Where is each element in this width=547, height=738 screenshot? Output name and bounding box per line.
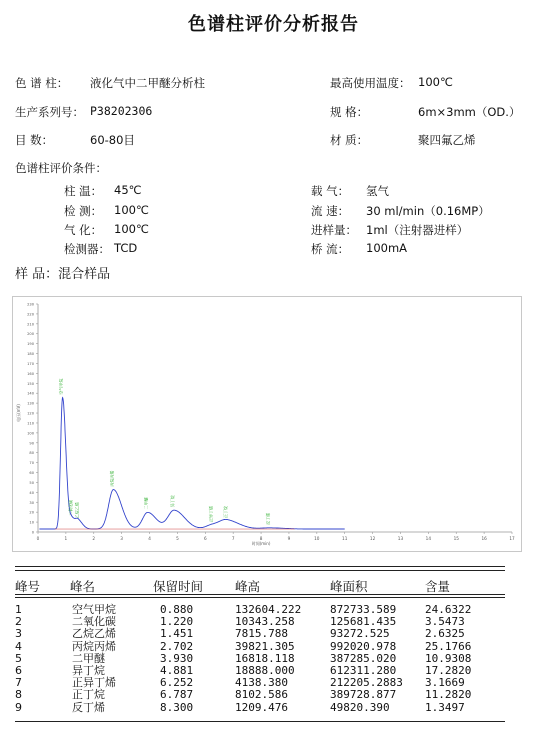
table-cell: 17.2820 [425,664,472,677]
table-cell: 25.1766 [425,639,472,653]
table-cell: 反丁烯 [72,700,105,714]
spec-value: 6m×3mm（OD.） [418,105,521,119]
y-tick-label: 100 [27,431,34,436]
peak-label: 二氧化碳 [68,499,74,516]
table-cell: 正丁烷 [72,688,105,702]
peak-label: 乙烷乙烯 [74,502,80,519]
x-tick-label: 2 [92,536,96,541]
x-tick-label: 8 [259,536,263,541]
table-cell: 49820.390 [330,700,390,714]
x-tick-label: 7 [231,536,235,541]
peak-label: 正丁烷 [223,505,229,518]
chromatogram-chart [12,296,522,552]
table-cell: 3 [15,627,22,641]
table-cell: 二甲醚 [72,651,105,665]
table-cell: 93272.525 [330,627,390,641]
table-cell: 132604.222 [235,603,302,616]
detector-value: TCD [114,241,138,255]
conditions-heading: 色谱柱评价条件： [15,161,107,175]
sample-value: 混合样品 [58,267,111,282]
table-cell: 39821.305 [235,639,295,653]
y-tick-label: 40 [29,490,34,495]
injection-label: 进样量： [311,223,357,237]
table-cell: 异丁烷 [72,664,105,677]
table-cell: 4.881 [160,664,194,677]
y-tick-label: 190 [27,342,34,347]
y-tick-label: 60 [29,471,34,476]
x-tick-label: 14 [425,536,432,541]
y-tick-label: 30 [29,500,34,505]
mesh-label: 目 数： [15,133,54,147]
table-cell: 正异丁烯 [72,676,116,690]
table-header-cell: 峰高 [235,579,261,594]
x-tick-label: 16 [481,536,487,541]
peak-label: 空气甲烷 [58,378,64,395]
table-cell: 8102.586 [235,688,288,702]
detector-temp-value: 100℃ [114,203,149,217]
table-cell: 1.220 [160,615,194,629]
y-tick-label: 200 [27,332,34,337]
table-cell: 6 [15,664,22,677]
y-tick-label: 140 [27,391,34,396]
table-cell: 空气甲烷 [72,603,116,616]
table-cell: 1209.476 [235,700,288,714]
carrier-gas-value: 氢气 [366,184,389,198]
y-tick-label: 0 [31,530,34,535]
sample-label: 样 品： [15,267,59,282]
table-cell: 212205.2883 [330,676,403,690]
table-cell: 5 [15,651,22,665]
vaporization-label: 气 化： [64,223,103,237]
x-tick-label: 9 [287,536,291,541]
x-tick-label: 1 [64,536,68,541]
flow-rate-value: 30 ml/min（0.16MP） [366,204,490,218]
table-cell: 丙烷丙烯 [72,639,116,653]
table-header-rule-2 [15,597,505,598]
table-cell: 4 [15,639,22,653]
table-cell: 10343.258 [235,615,295,629]
peak-label: 正异丁烯 [208,505,214,522]
column-value: 液化气中二甲醚分析柱 [90,76,205,90]
x-tick-label: 5 [176,536,179,541]
table-cell: 8 [15,688,22,702]
bridge-current-label: 桥 流： [311,242,350,256]
column-temp-value: 45℃ [114,183,142,197]
injection-value: 1ml（注射器进样） [366,223,469,237]
table-top-rule-2 [15,570,505,571]
table-cell: 125681.435 [330,615,397,629]
table-cell: 3.5473 [425,615,465,629]
table-cell: 992020.978 [330,639,397,653]
table-cell: 16818.118 [235,651,295,665]
peak-label: 二甲醚 [143,497,149,510]
table-cell: 872733.589 [330,603,397,616]
x-tick-label: 0 [36,536,40,541]
vaporization-value: 100℃ [114,222,149,236]
table-cell: 9 [15,700,22,714]
y-tick-label: 80 [29,451,34,456]
serial-label: 生产系列号： [15,105,84,119]
material-value: 聚四氟乙烯 [418,133,476,147]
table-cell: 4138.380 [235,676,288,690]
y-tick-label: 110 [27,421,34,426]
table-bottom-rule [15,721,505,722]
x-tick-label: 10 [314,536,320,541]
y-tick-label: 20 [29,510,34,515]
x-tick-label: 6 [203,536,207,541]
table-cell: 387285.020 [330,651,397,665]
y-tick-label: 10 [29,520,34,525]
table-cell: 6.787 [160,688,194,702]
detector-label: 检测器： [64,242,110,256]
y-tick-label: 220 [27,312,34,317]
table-cell: 1 [15,603,22,616]
table-cell: 2 [15,615,22,629]
x-tick-label: 15 [453,536,459,541]
report-title: 色谱柱评价分析报告 [188,14,359,35]
table-cell: 11.2820 [425,688,472,702]
table-cell: 1.451 [160,627,194,641]
y-tick-label: 120 [27,411,34,416]
x-tick-label: 13 [397,536,404,541]
y-tick-label: 90 [29,441,34,446]
max-temp-value: 100℃ [418,75,453,89]
mesh-value: 60-80目 [90,133,135,147]
x-axis-title: 时间(min) [251,541,271,546]
y-tick-label: 230 [27,302,34,307]
x-tick-label: 4 [148,536,151,541]
peak-label: 丙烷丙烯 [109,470,115,487]
spec-label: 规 格： [330,105,369,119]
carrier-gas-label: 载 气： [311,184,350,198]
table-cell: 乙烷乙烯 [72,627,116,641]
x-tick-label: 12 [369,536,376,541]
peak-label: 反丁烯 [265,512,271,525]
table-cell: 18888.000 [235,664,295,677]
serial-value: P38202306 [90,104,153,118]
detector-temp-label: 检 测： [64,204,103,218]
y-tick-label: 210 [27,322,34,327]
y-tick-label: 150 [27,381,34,386]
y-tick-label: 50 [29,480,34,485]
table-header-cell: 含量 [425,579,451,594]
table-header-cell: 峰面积 [330,579,368,594]
y-tick-label: 160 [27,371,34,376]
table-cell: 10.9308 [425,651,472,665]
table-cell: 3.1669 [425,676,465,690]
y-tick-label: 70 [29,461,34,466]
table-top-rule [15,566,505,567]
column-label: 色 谱 柱： [15,76,69,90]
table-cell: 2.702 [160,639,194,653]
y-tick-label: 130 [27,401,34,406]
table-cell: 389728.877 [330,688,397,702]
table-cell: 1.3497 [425,700,465,714]
flow-rate-label: 流 速： [311,204,350,218]
table-cell: 8.300 [160,700,194,714]
material-label: 材 质： [330,133,369,147]
table-header-cell: 峰名 [70,579,96,594]
table-header-rule [15,594,505,595]
table-header-cell: 保留时间 [153,579,204,594]
table-cell: 二氧化碳 [72,615,116,629]
table-cell: 3.930 [160,651,194,665]
bridge-current-value: 100mA [366,241,408,255]
table-header-cell: 峰号 [15,579,41,594]
peak-label: 异丁烷 [170,495,176,508]
max-temp-label: 最高使用温度： [330,76,411,90]
y-tick-label: 170 [27,361,34,366]
table-cell: 6.252 [160,676,194,690]
x-tick-label: 11 [342,536,348,541]
table-cell: 7 [15,676,22,690]
x-tick-label: 3 [120,536,123,541]
table-cell: 0.880 [160,603,194,616]
x-tick-label: 17 [509,536,515,541]
column-temp-label: 柱 温： [64,184,103,198]
table-cell: 24.6322 [425,603,472,616]
table-cell: 612311.280 [330,664,397,677]
y-tick-label: 180 [27,352,34,357]
y-axis-title: 电压(mV) [16,404,21,422]
table-cell: 7815.788 [235,627,288,641]
table-cell: 2.6325 [425,627,465,641]
